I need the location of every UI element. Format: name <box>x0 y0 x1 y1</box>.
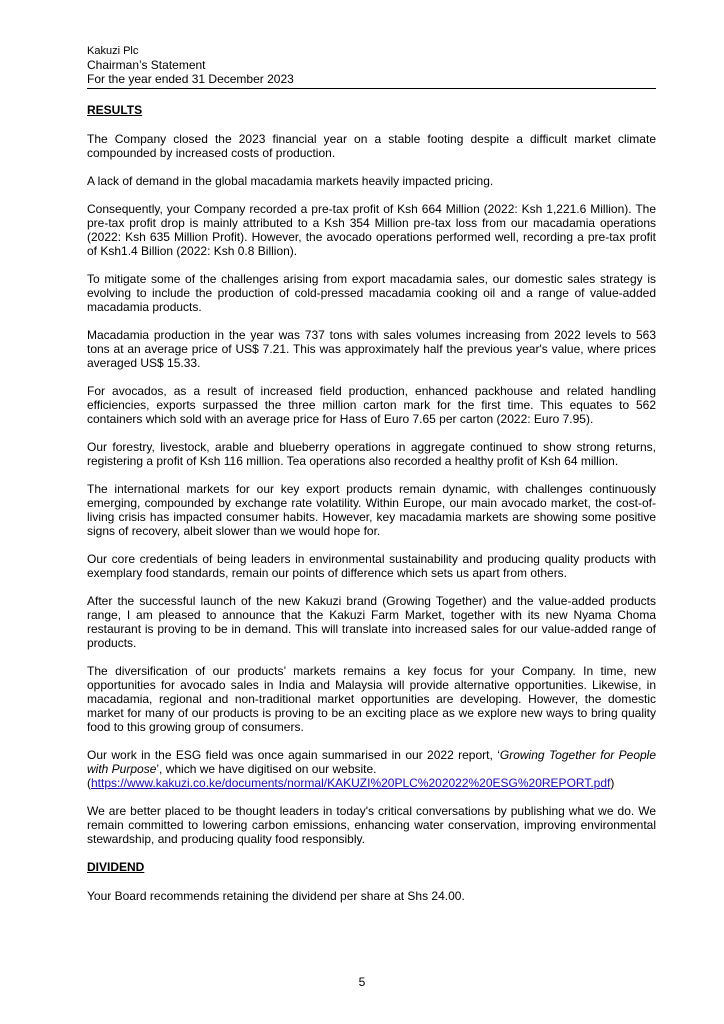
header-divider <box>87 88 656 89</box>
paragraph: A lack of demand in the global macadamia markets heavily impacted pricing. <box>87 174 494 188</box>
esg-tail: ’, which we have digitised on our website. <box>156 762 377 776</box>
paragraph: The diversification of our products’ markets remains a key focus for your Company. In time, new opportunities for avocado sales in India and Malaysia will provide alternative opportunities. Likewise, in macadamia, regional and non-traditional market opportunities are developing. However, the domestic market for many of our products is proving to be an exciting place as we explore new ways to bring quality food to this growing group of consumers. <box>87 664 656 734</box>
dividend-heading: DIVIDEND <box>87 860 145 874</box>
paragraph: Our forestry, livestock, arable and blueberry operations in aggregate continued to show strong returns, registering a profit of Ksh 116 million. Tea operations also recorded a healthy profit of Ksh 64 million. <box>87 440 656 468</box>
paragraph: Our core credentials of being leaders in environmental sustainability and producing quality products with exemplary food standards, remain our points of difference which sets us apart from others. <box>87 552 656 580</box>
dividend-text: Your Board recommends retaining the dividend per share at Shs 24.00. <box>87 889 465 903</box>
paragraph: The Company closed the 2023 financial year on a stable footing despite a difficult market climate compounded by increased costs of production. <box>87 132 656 160</box>
paragraph: The international markets for our key export products remain dynamic, with challenges continuously emerging, compounded by exchange rate volatility. Within Europe, our main avocado market, the cost-of-living crisis has impacted consumer habits. However, key macadamia markets are showing some positive signs of recovery, albeit slower than we would hope for. <box>87 482 656 538</box>
paragraph: For avocados, as a result of increased field production, enhanced packhouse and related handling efficiencies, exports surpassed the three million carton mark for the first time. This equates to 562 containers which sold with an average price for Hass of Euro 7.65 per carton (2022: Euro 7.95). <box>87 384 656 426</box>
reporting-period: For the year ended 31 December 2023 <box>87 72 294 86</box>
paragraph: To mitigate some of the challenges arising from export macadamia sales, our domestic sales strategy is evolving to include the production of cold-pressed macadamia cooking oil and a range of value-added macadamia products. <box>87 272 656 314</box>
link-open-paren: ( <box>87 776 91 790</box>
page-number: 5 <box>358 975 366 989</box>
link-close-paren: ) <box>610 776 615 790</box>
paragraph: We are better placed to be thought leaders in today's critical conversations by publishing what we do. We remain committed to lowering carbon emissions, enhancing water conservation, improving environmental stewardship, and producing quality food responsibly. <box>87 804 656 846</box>
document-page <box>87 44 656 903</box>
esg-paragraph <box>87 748 656 790</box>
esg-report-title: Growing Together for People with Purpose <box>87 748 657 776</box>
paragraph: Macadamia production in the year was 737 tons with sales volumes increasing from 2022 levels to 563 tons at an average price of US$ 7.21. This was approximately half the previous year's value, where prices averaged US$ 15.33. <box>87 328 656 370</box>
paragraph: After the successful launch of the new Kakuzi brand (Growing Together) and the value-added products range, I am pleased to announce that the Kakuzi Farm Market, together with its new Nyama Choma restaurant is proving to be in demand. This will translate into increased sales for our value-added range of products. <box>87 594 656 650</box>
document-title: Chairman’s Statement <box>87 58 206 72</box>
page-header <box>87 44 656 86</box>
company-name: Kakuzi Plc <box>87 45 139 57</box>
esg-lead: Our work in the ESG field was once again summarised in our 2022 report, ‘ <box>87 748 500 762</box>
results-heading: RESULTS <box>87 103 143 117</box>
esg-report-link[interactable]: https://www.kakuzi.co.ke/documents/normal/KAKUZI%20PLC%202022%20ESG%20REPORT.pdf <box>91 776 611 790</box>
paragraph: Consequently, your Company recorded a pre-tax profit of Ksh 664 Million (2022: Ksh 1,221.6 Million). The pre-tax profit drop is mainly attributed to a Ksh 354 Million pre-tax loss from our macadamia operations (2022: Ksh 635 Million Profit). However, the avocado operations performed well, recording a pre-tax profit of Ksh1.4 Billion (2022: Ksh 0.8 Billion). <box>87 202 656 258</box>
